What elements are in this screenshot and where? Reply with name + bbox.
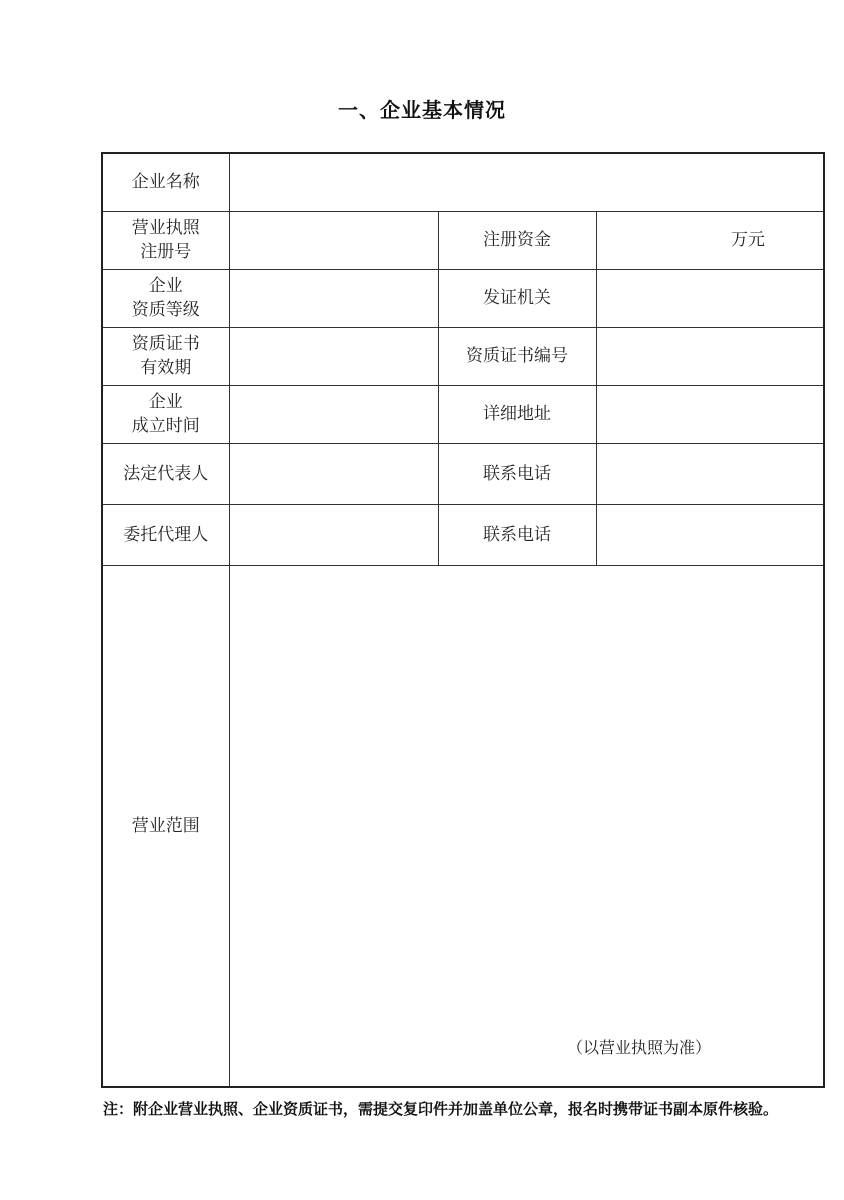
registered-capital-value[interactable]	[596, 211, 824, 269]
legal-rep-phone-value[interactable]	[596, 443, 824, 504]
company-info-table	[101, 152, 825, 1088]
cert-validity-label	[102, 327, 229, 385]
founding-date-label-line-2: 成立时间	[131, 416, 200, 436]
qualification-level-label	[102, 269, 229, 327]
business-scope-value[interactable]	[229, 565, 824, 1087]
registered-capital-unit: 万元	[731, 230, 765, 250]
agent-label: 委托代理人	[102, 504, 229, 565]
license-number-value[interactable]	[229, 211, 438, 269]
cert-number-value[interactable]	[596, 327, 824, 385]
company-name-label: 企业名称	[102, 153, 229, 211]
license-number-label	[102, 211, 229, 269]
registered-capital-label: 注册资金	[438, 211, 596, 269]
page-title: 一、企业基本情况	[338, 98, 506, 122]
agent-value[interactable]	[229, 504, 438, 565]
license-number-label-line-1: 营业执照	[131, 218, 200, 238]
cert-validity-label-line-2: 有效期	[140, 358, 192, 378]
issuing-authority-value[interactable]	[596, 269, 824, 327]
legal-rep-value[interactable]	[229, 443, 438, 504]
qualification-level-label-line-2: 资质等级	[131, 300, 200, 320]
agent-phone-value[interactable]	[596, 504, 824, 565]
row-founding	[102, 385, 824, 443]
founding-date-label	[102, 385, 229, 443]
row-license	[102, 211, 824, 269]
legal-rep-label: 法定代表人	[102, 443, 229, 504]
cert-number-label: 资质证书编号	[438, 327, 596, 385]
business-scope-note: （以营业执照为准）	[566, 1038, 711, 1057]
cert-validity-value[interactable]	[229, 327, 438, 385]
row-company-name	[102, 153, 824, 211]
founding-date-value[interactable]	[229, 385, 438, 443]
footnote: 注：附企业营业执照、企业资质证书，需提交复印件并加盖单位公章，报名时携带证书副本原件核验。	[103, 1100, 779, 1118]
company-name-value[interactable]	[229, 153, 824, 211]
qualification-level-value[interactable]	[229, 269, 438, 327]
cert-validity-label-line-1: 资质证书	[131, 334, 200, 354]
address-label: 详细地址	[438, 385, 596, 443]
business-scope-label: 营业范围	[102, 565, 229, 1087]
row-qualification	[102, 269, 824, 327]
row-agent	[102, 504, 824, 565]
row-legal-rep	[102, 443, 824, 504]
issuing-authority-label: 发证机关	[438, 269, 596, 327]
founding-date-label-line-1: 企业	[148, 392, 183, 412]
license-number-label-line-2: 注册号	[140, 242, 192, 262]
address-value[interactable]	[596, 385, 824, 443]
agent-phone-label: 联系电话	[438, 504, 596, 565]
row-cert-validity	[102, 327, 824, 385]
legal-rep-phone-label: 联系电话	[438, 443, 596, 504]
row-business-scope	[102, 565, 824, 1087]
qualification-level-label-line-1: 企业	[148, 276, 183, 296]
